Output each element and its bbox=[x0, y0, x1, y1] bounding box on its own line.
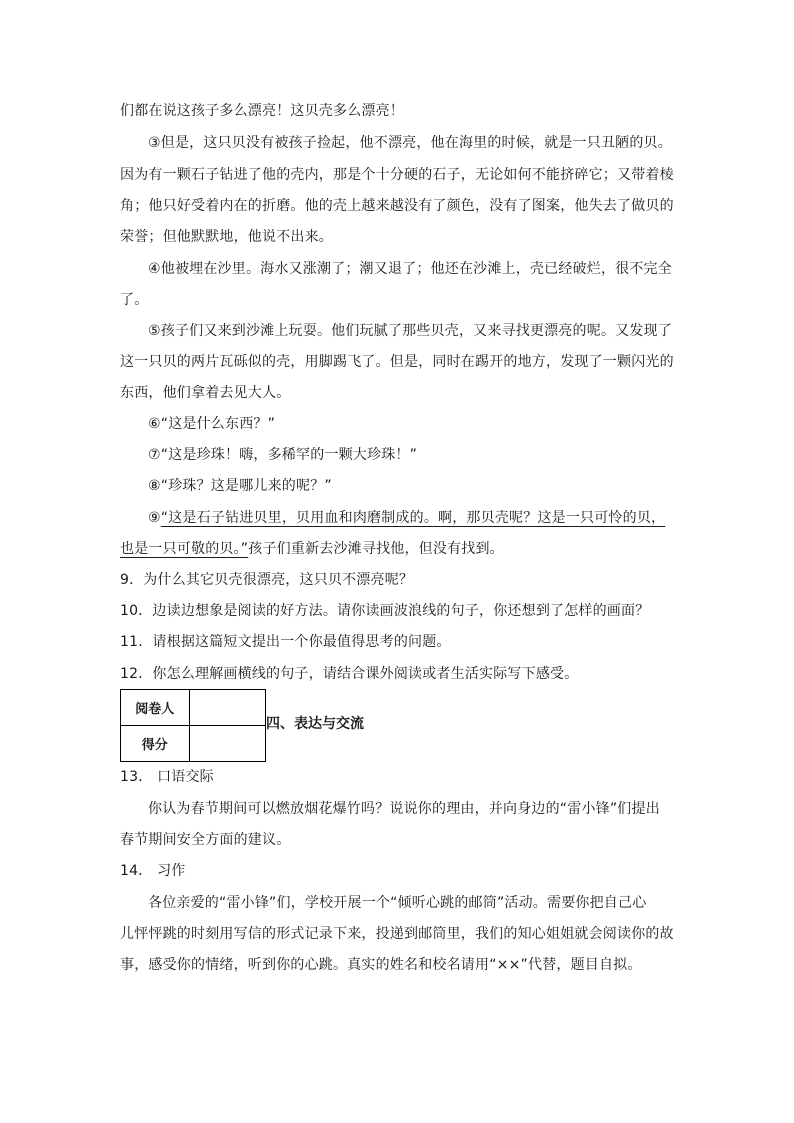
story-paragraph-9-line-2 bbox=[120, 539, 504, 559]
question-13-line-2: 春节期间安全方面的建议。 bbox=[120, 832, 291, 848]
reviewer-cell bbox=[189, 690, 265, 726]
score-label: 得分 bbox=[121, 726, 190, 762]
paragraph-9-ending: 孩子们重新去沙滩寻找他，但没有找到。 bbox=[248, 541, 504, 557]
story-paragraph-3-line-3: 角；他只好受着内在的折磨。他的壳上越来越没有了颜色，没有了图案，他失去了做贝的 bbox=[120, 198, 674, 214]
question-12: 12．你怎么理解画横线的句子，请结合课外阅读或者生活实际写下感受。 bbox=[120, 666, 579, 682]
story-paragraph-7: ⑦“这是珍珠！嗨，多稀罕的一颗大珍珠！” bbox=[148, 447, 418, 463]
underlined-sentence-part-1: “这是石子钻进贝里，贝用血和肉磨制成的。啊，那贝壳呢？这是一只可怜的贝， bbox=[160, 510, 666, 526]
story-paragraph-6: ⑥“这是什么东西？” bbox=[148, 416, 276, 432]
question-13-line-1: 你认为春节期间可以燃放烟花爆竹吗？说说你的理由，并向身边的“雷小锋”们提出 bbox=[148, 801, 660, 817]
story-paragraph-2-tail: 们都在说这孩子多么漂亮！这贝壳多么漂亮！ bbox=[120, 103, 404, 119]
question-10: 10．边读边想象是阅读的好方法。请你读画波浪线的句子，你还想到了怎样的画面？ bbox=[120, 603, 650, 619]
question-14-title: 14． 习作 bbox=[120, 863, 186, 879]
story-paragraph-4-line-1: ④他被埋在沙里。海水又涨潮了；潮又退了；他还在沙滩上，壳已经破烂，很不完全 bbox=[148, 261, 672, 277]
question-14-line-2: 儿怦怦跳的时刻用写信的形式记录下来，投递到邮筒里，我们的知心姐姐就会阅读你的故 bbox=[120, 926, 674, 942]
underlined-sentence-part-2: 也是一只可敬的贝。” bbox=[120, 541, 249, 557]
section-4-title: 四、表达与交流 bbox=[266, 716, 364, 732]
story-paragraph-5-line-1: ⑤孩子们又来到沙滩上玩耍。他们玩腻了那些贝壳，又来寻找更漂亮的呢。又发现了 bbox=[148, 323, 672, 339]
story-paragraph-4-line-2: 了。 bbox=[120, 292, 149, 308]
story-paragraph-5-line-3: 东西，他们拿着去见大人。 bbox=[120, 385, 291, 401]
question-13-title: 13． 口语交际 bbox=[120, 769, 214, 785]
story-paragraph-9-line-1 bbox=[148, 508, 665, 528]
question-14-line-1: 各位亲爱的“雷小锋”们，学校开展一个“倾听心跳的邮筒”活动。需要你把自己心 bbox=[148, 895, 647, 911]
story-paragraph-8: ⑧“珍珠？这是哪儿来的呢？” bbox=[148, 478, 332, 494]
story-paragraph-3-line-1: ③但是，这只贝没有被孩子捡起，他不漂亮，他在海里的时候，就是一只丑陋的贝。 bbox=[148, 135, 672, 151]
question-9: 9．为什么其它贝壳很漂亮，这只贝不漂亮呢？ bbox=[120, 572, 414, 588]
story-paragraph-3-line-2: 因为有一颗石子钻进了他的壳内，那是个十分硬的石子，无论如何不能挤碎它；又带着棱 bbox=[120, 167, 674, 183]
question-11: 11．请根据这篇短文提出一个你最值得思考的问题。 bbox=[120, 634, 451, 650]
story-paragraph-3-line-4: 荣誉；但他默默地，他说不出来。 bbox=[120, 229, 333, 245]
score-cell bbox=[189, 726, 265, 762]
score-box bbox=[120, 689, 266, 762]
question-14-line-3: 事，感受你的情绪，听到你的心跳。真实的姓名和校名请用“××”代替，题目自拟。 bbox=[120, 957, 642, 973]
reviewer-label: 阅卷人 bbox=[121, 690, 190, 726]
story-paragraph-5-line-2: 这一只贝的两片瓦砾似的壳，用脚踢飞了。但是，同时在踢开的地方，发现了一颗闪光的 bbox=[120, 354, 674, 370]
paragraph-number: ⑨ bbox=[148, 510, 161, 526]
